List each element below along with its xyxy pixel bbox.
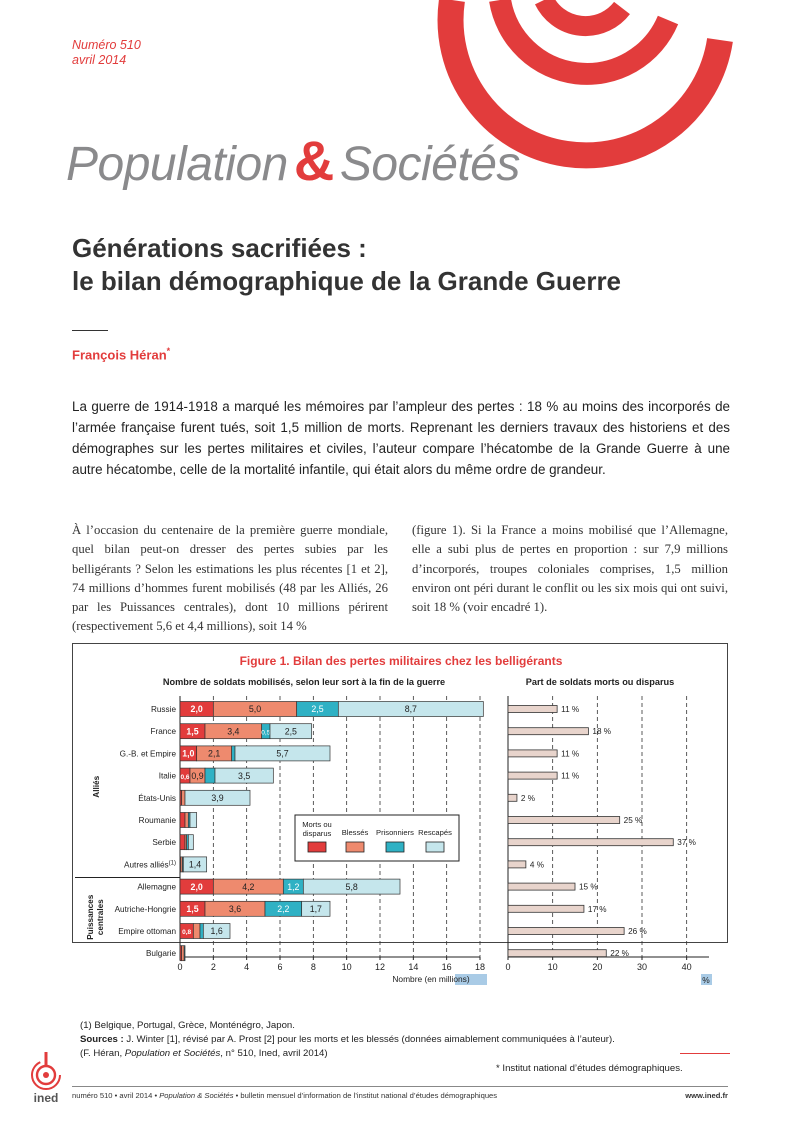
bar-value-label: 1,2 — [287, 881, 300, 892]
left-tick-label: 18 — [474, 962, 486, 972]
footnote-mark: * — [496, 1063, 500, 1074]
bar-segment-prisoners — [232, 746, 235, 761]
masthead-right: Sociétés — [339, 138, 520, 191]
xlabel-prefix: Nombre (en — [392, 974, 439, 984]
article-title — [72, 232, 621, 298]
footer-prefix: numéro 510 • avril 2014 • — [72, 1091, 160, 1100]
left-tick-label: 8 — [310, 962, 316, 972]
country-label: Bulgarie — [145, 949, 176, 959]
bar-value-label: 8,7 — [404, 704, 417, 715]
bar-value-label: 3,6 — [228, 904, 242, 914]
pct-value-label: 11 % — [561, 771, 580, 781]
body-column-2: (figure 1). Si la France a moins mobilisé que l’Allemagne, elle a subi plus de pertes en proportion : sur 7,9 millions d’incorporés, troupes coloniales comprises, 1,5 million environ ont péri durant le conflit ou les six mois qui ont suivi, soit 18 % (voir encadré 1). — [412, 523, 728, 615]
figure-notes — [80, 1019, 615, 1060]
issue-info — [72, 38, 141, 68]
bar-segment-survivors — [190, 813, 197, 828]
bar-segment-survivors — [188, 835, 193, 850]
bar-value-label: 1,5 — [186, 904, 199, 914]
pct-bar — [508, 750, 557, 757]
author — [72, 346, 170, 362]
bar-value-label: 2,0 — [190, 704, 203, 715]
right-panel-subtitle: Part de soldats morts ou disparus — [525, 677, 675, 687]
pct-bar — [508, 706, 557, 713]
citation-prefix: (F. Héran, — [80, 1047, 125, 1059]
country-label-sup: (1) — [168, 860, 176, 867]
pct-bar — [508, 928, 624, 935]
footnote-rule — [680, 1053, 730, 1054]
sources-label: Sources : — [80, 1033, 124, 1045]
bar-value-label: 1,5 — [186, 726, 199, 737]
footnote-text: Institut national d’études démographiques. — [499, 1063, 683, 1074]
country-label: G.-B. et Empire — [119, 749, 176, 759]
legend-label-prisoners: Prisonniers — [376, 828, 414, 837]
pct-bar — [508, 950, 606, 957]
pct-value-label: 11 % — [561, 749, 580, 759]
legend-label-dead-1: Morts ou — [302, 820, 332, 829]
bar-segment-wounded — [185, 813, 188, 828]
issue-number: Numéro 510 — [72, 38, 141, 52]
bar-segment-prisoners — [200, 924, 203, 939]
bar-segment-dead — [180, 835, 185, 850]
group-label-central-2: centrales — [96, 899, 105, 936]
pct-value-label: 2 % — [520, 793, 536, 803]
bar-value-label: 2,1 — [208, 748, 221, 759]
bar-value-label: 0,5 — [261, 729, 271, 737]
country-label: Russie — [150, 705, 176, 714]
citation-suffix: , n° 510, Ined, avril 2014) — [220, 1047, 328, 1059]
bar-segment-wounded — [193, 924, 200, 939]
country-label: Serbie — [152, 838, 176, 848]
pct-value-label: 17 % — [587, 904, 607, 914]
right-tick-label: 10 — [547, 962, 558, 972]
left-tick-label: 0 — [177, 962, 183, 972]
pct-bar — [508, 772, 557, 779]
left-tick-label: 4 — [244, 962, 250, 972]
legend-swatch-dead — [308, 842, 326, 852]
bar-value-label: 2,5 — [311, 704, 324, 715]
bar-segment-wounded — [182, 790, 185, 805]
country-label: Allemagne — [137, 882, 176, 892]
left-tick-label: 16 — [441, 962, 452, 972]
pct-value-label: 26 % — [628, 927, 647, 936]
group-label-central-1: Puissances — [86, 894, 95, 940]
bar-value-label: 3,5 — [238, 770, 251, 781]
citation-journal: Population et Sociétés — [124, 1047, 221, 1059]
group-label-allies: Alliés — [92, 775, 101, 798]
pct-value-label: 22 % — [610, 949, 629, 959]
footer-url[interactable]: www.ined.fr — [685, 1091, 728, 1100]
bar-value-label: 0,8 — [182, 929, 192, 937]
ined-logo-text: ined — [33, 1091, 59, 1105]
footer-left — [72, 1091, 497, 1100]
left-tick-label: 2 — [210, 962, 216, 972]
pct-value-label: 25 % — [623, 816, 643, 825]
title-rule — [72, 330, 108, 331]
author-footnote — [496, 1063, 683, 1074]
left-tick-label: 10 — [341, 962, 352, 972]
country-label: France — [150, 727, 176, 737]
author-footnote-mark: * — [166, 346, 171, 356]
pct-value-label: 11 % — [561, 705, 580, 714]
body-column-1: À l’occasion du centenaire de la première guerre mondiale, quel bilan peut-on dresser des pertes subies par les belligérants ? Selon les estimations les plus récentes [1 et 2], 74 millions d’hommes furent mobilisés (48 par les Alliés, 26 par les Puissances centrales), dont 10 millions périrent (respectivement 5,6 et 4,4 millions), soit 14 % — [72, 523, 388, 634]
pct-value-label: 37 % — [677, 838, 696, 848]
xlabel-unit: millions — [438, 974, 467, 984]
xlabel-suffix: ) — [466, 974, 470, 984]
legend-label-wounded: Blessés — [341, 828, 369, 837]
country-label: Autres alliés$^{(1)}$ — [124, 860, 176, 870]
sources-text: J. Winter [1], révisé par A. Prost [2] pour les morts et les blessés (données aimablement communiquées à l’auteur). — [123, 1033, 615, 1045]
legend-swatch-wounded — [346, 842, 364, 852]
author-name: François Héran — [72, 347, 167, 363]
bar-value-label: 2,0 — [190, 881, 203, 892]
pct-unit-label: % — [702, 975, 710, 985]
figure-1 — [72, 643, 728, 985]
bar-segment-wounded — [182, 946, 185, 961]
right-tick-label: 40 — [681, 962, 692, 972]
bar-value-label: 4,2 — [242, 881, 255, 892]
footer-suffix: • bulletin mensuel d’information de l’institut national d’études démographiques — [233, 1091, 498, 1100]
bar-value-label: 1,0 — [182, 748, 195, 759]
country-label: Autriche-Hongrie — [114, 904, 176, 914]
chart-title: Figure 1. Bilan des pertes militaires chez les belligérants — [239, 654, 563, 668]
footer-rule — [72, 1086, 728, 1087]
pct-bar — [508, 728, 588, 735]
citation — [80, 1047, 615, 1061]
pct-value-label: 4 % — [529, 860, 544, 870]
title-line-2: le bilan démographique de la Grande Guerre — [72, 266, 622, 296]
bar-value-label: 3,4 — [227, 726, 240, 737]
bar-value-label: 2,2 — [277, 904, 290, 914]
bar-segment-prisoners — [205, 768, 215, 783]
right-tick-label: 30 — [636, 962, 648, 972]
legend-label-dead-2: disparus — [302, 829, 332, 838]
legend-swatch-survivors — [426, 842, 444, 852]
bar-segment-prisoners — [184, 946, 185, 961]
bar-value-label: 2,5 — [284, 726, 297, 737]
left-tick-label: 14 — [408, 962, 419, 972]
legend-label-survivors: Rescapés — [418, 828, 452, 837]
legend-swatch-prisoners — [386, 842, 404, 852]
bar-value-label: 3,9 — [211, 793, 224, 803]
left-tick-label: 12 — [374, 962, 386, 972]
bar-value-label: 0,9 — [191, 770, 204, 781]
country-label: États-Unis — [138, 793, 176, 803]
masthead-left: Population — [66, 138, 288, 191]
figure-1-chart — [73, 644, 729, 985]
left-panel-subtitle: Nombre de soldats mobilisés, selon leur sort à la fin de la guerre — [162, 677, 446, 687]
issue-date: avril 2014 — [72, 53, 127, 67]
masthead-ampersand: & — [293, 129, 334, 192]
masthead — [66, 128, 520, 193]
left-tick-label: 6 — [277, 962, 283, 972]
bar-segment-dead — [180, 813, 185, 828]
title-line-1: Générations sacrifiées : — [72, 233, 367, 263]
bar-value-label: 1,6 — [210, 926, 223, 937]
bar-value-label: 5,0 — [248, 704, 262, 715]
pct-bar — [508, 839, 673, 846]
country-label: Roumanie — [138, 816, 176, 825]
bar-value-label: 5,7 — [276, 748, 289, 759]
right-tick-label: 0 — [505, 962, 511, 972]
abstract: La guerre de 1914-1918 a marqué les mémoires par l’ampleur des pertes : 18 % au moins des incorporés de l’armée française furent tués, soit 1,5 million de morts. Reprenant les derniers travaux des historiens et des démographes sur les pertes militaires et civiles, l’auteur compare l’hécatombe de la Grande Guerre à une autre hécatombe, celle de la mortalité infantile, qui était alors du même ordre de grandeur. — [72, 399, 730, 477]
pct-value-label: 18 % — [592, 727, 612, 737]
pct-bar — [508, 794, 517, 801]
pct-bar — [508, 817, 620, 824]
right-tick-label: 20 — [592, 962, 603, 972]
pct-bar — [508, 861, 526, 868]
ined-logo — [22, 1048, 70, 1108]
footer-journal: Population & Sociétés — [159, 1091, 234, 1100]
left-axis-label — [392, 974, 469, 984]
pct-value-label: 15 % — [579, 882, 598, 892]
pct-bar — [508, 883, 575, 890]
bar-value-label: 1,7 — [309, 904, 322, 914]
country-label: Empire ottoman — [118, 927, 176, 936]
bar-value-label: 1,4 — [188, 859, 202, 870]
note-1: (1) Belgique, Portugal, Grèce, Monténégro, Japon. — [80, 1020, 295, 1031]
bar-value-label: 5,8 — [345, 881, 358, 892]
pct-bar — [508, 905, 584, 912]
bar-value-label: 0,6 — [180, 773, 190, 781]
country-label: Italie — [158, 771, 176, 781]
sources — [80, 1033, 615, 1047]
